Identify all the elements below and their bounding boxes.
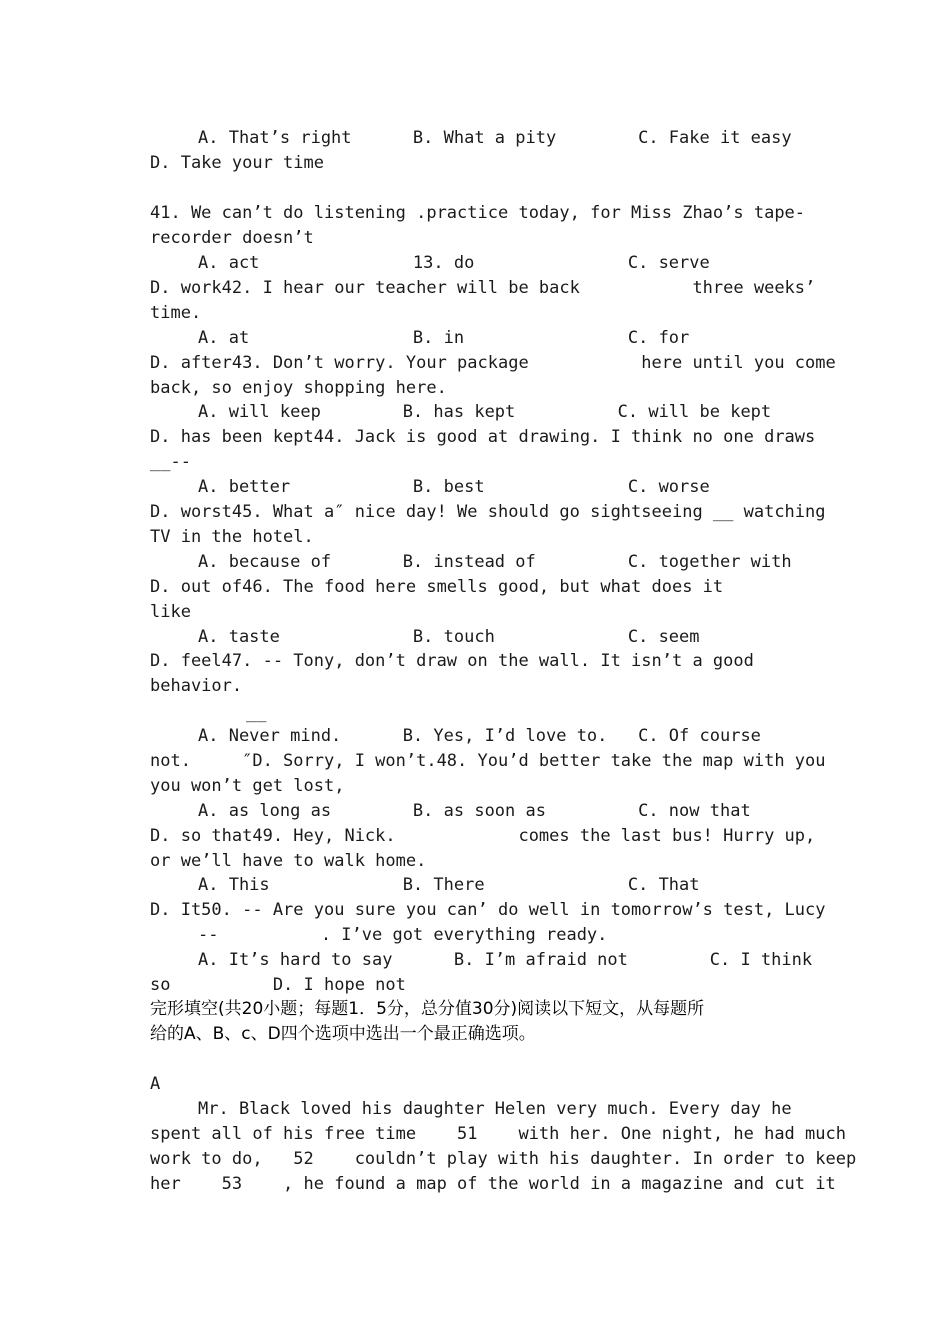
- text-line: A. Never mind. B. Yes, I’d love to. C. Of course: [198, 726, 761, 746]
- text-line: A. will keep B. has kept C. will be kept: [198, 402, 772, 422]
- answer-blank: __: [246, 703, 267, 723]
- text-line: time.: [150, 303, 202, 323]
- question-43: D. after43. Don’t worry. Your package here until you come: [150, 353, 836, 373]
- passage-text: spent all of his free time 51 with her. One night, he had much: [150, 1124, 846, 1144]
- section-instruction: 完形填空(共20小题；每题1．5分，总分值30分)阅读以下短文，从每题所: [150, 999, 705, 1019]
- text-line: D. Take your time: [150, 153, 324, 173]
- text-line: back, so enjoy shopping here.: [150, 378, 447, 398]
- text-line: A. as long as B. as soon as C. now that: [198, 801, 751, 821]
- text-line: like: [150, 602, 191, 622]
- question-49: D. so that49. Hey, Nick. comes the last bus! Hurry up,: [150, 826, 816, 846]
- text-line: A. better B. best C. worse: [198, 477, 710, 497]
- passage-text: Mr. Black loved his daughter Helen very much. Every day he: [198, 1099, 792, 1119]
- text-line: -- . I’ve got everything ready.: [198, 925, 608, 945]
- question-44: D. has been kept44. Jack is good at drawing. I think no one draws: [150, 427, 816, 447]
- question-50: D. It50. -- Are you sure you can’ do well in tomorrow’s test, Lucy: [150, 900, 826, 920]
- text-line: recorder doesn’t: [150, 228, 314, 248]
- text-line: A. taste B. touch C. seem: [198, 627, 700, 647]
- text-line: behavior.: [150, 676, 243, 696]
- question-41: 41. We can’t do listening .practice today, for Miss Zhao’s tape-: [150, 203, 806, 223]
- text-line: __--: [150, 452, 191, 472]
- question-47: D. feel47. -- Tony, don’t draw on the wall. It isn’t a good: [150, 651, 754, 671]
- text-line: or we’ll have to walk home.: [150, 851, 427, 871]
- section-instruction: 给的A、B、c、D四个选项中选出一个最正确选项。: [150, 1024, 536, 1044]
- question-46: D. out of46. The food here smells good, but what does it: [150, 577, 724, 597]
- text-line: so D. I hope not: [150, 975, 406, 995]
- text-line: A. because of B. instead of C. together with: [198, 552, 792, 572]
- question-48: not. ″D. Sorry, I won’t.48. You’d better take the map with you: [150, 751, 826, 771]
- text-line: A. act 13. do C. serve: [198, 253, 710, 273]
- text-line: A. This B. There C. That: [198, 875, 700, 895]
- question-42: D. work42. I hear our teacher will be back three weeks’: [150, 278, 816, 298]
- text-line: you won’t get lost,: [150, 776, 345, 796]
- text-line: TV in the hotel.: [150, 527, 314, 547]
- text-line: A. It’s hard to say B. I’m afraid not C. I think: [198, 950, 813, 970]
- passage-label: A: [150, 1074, 161, 1094]
- text-line: A. That’s right B. What a pity C. Fake it easy: [198, 128, 792, 148]
- question-45: D. worst45. What a″ nice day! We should go sightseeing __ watching: [150, 502, 826, 522]
- passage-text: her 53 , he found a map of the world in a magazine and cut it: [150, 1174, 836, 1194]
- passage-text: work to do, 52 couldn’t play with his daughter. In order to keep: [150, 1149, 857, 1169]
- text-line: A. at B. in C. for: [198, 328, 690, 348]
